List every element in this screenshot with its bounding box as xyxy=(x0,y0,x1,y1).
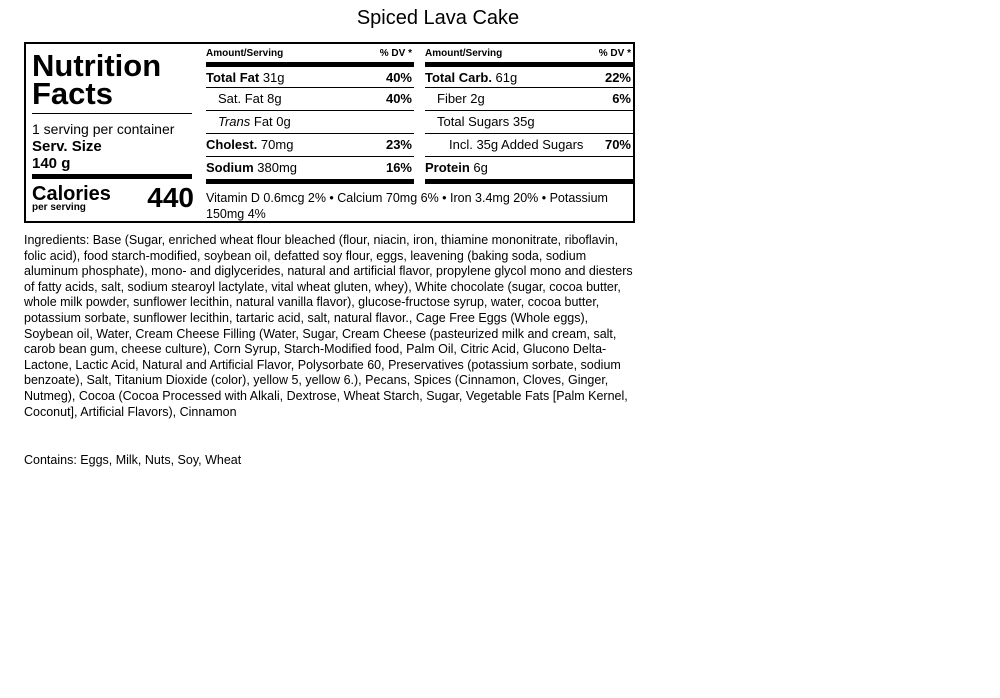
nutrient-amount: Fat 0g xyxy=(250,114,291,129)
table-header xyxy=(425,46,633,62)
nutrient-name: Total Carb. xyxy=(425,70,492,85)
nutrient-amount: 70mg xyxy=(257,137,294,152)
nutrient-name: Protein xyxy=(425,160,470,175)
calories-value: 440 xyxy=(147,182,194,213)
servings-per-container: 1 serving per container xyxy=(32,121,175,137)
nutrient-name: Fiber xyxy=(437,91,467,106)
nutrient-name: Total Sugars xyxy=(437,114,510,129)
nutrient-name: Total Fat xyxy=(206,70,260,85)
allergens-text: Contains: Eggs, Milk, Nuts, Soy, Wheat xyxy=(24,453,242,467)
nutrition-facts-heading xyxy=(32,48,192,111)
divider xyxy=(32,113,192,114)
nutrient-amount: 31g xyxy=(259,70,285,85)
row-total-carb xyxy=(425,62,633,87)
row-fiber xyxy=(425,87,633,110)
nutrient-name: Incl. 35g Added Sugars xyxy=(449,137,584,152)
serving-size-label: Serv. Size xyxy=(32,138,102,155)
nutrient-amount: 6g xyxy=(469,160,488,175)
heading-line-2: Facts xyxy=(32,76,113,111)
header-amount: Amount/Serving xyxy=(206,48,284,59)
row-trans-fat xyxy=(206,110,414,133)
nutrition-facts-label xyxy=(24,42,635,223)
row-added-sugars xyxy=(425,133,633,156)
divider-thick xyxy=(32,174,192,179)
header-amount: Amount/Serving xyxy=(425,48,503,59)
nutrient-dv: 16% xyxy=(385,160,412,175)
vitamins-minerals: Vitamin D 0.6mcg 2% • Calcium 70mg 6% • Iron 3.4mg 20% • Potassium 150mg 4% xyxy=(206,191,608,221)
nutrient-amount: 8g xyxy=(263,91,282,106)
calories-block xyxy=(32,181,192,221)
nutrient-dv: 40% xyxy=(385,91,412,106)
nutrient-amount: 380mg xyxy=(253,160,298,175)
calories-sub: per serving xyxy=(32,202,86,213)
header-dv: % DV * xyxy=(598,48,631,59)
row-cholesterol xyxy=(206,133,414,156)
nutrient-dv: 22% xyxy=(604,70,631,85)
row-total-sugars xyxy=(425,110,633,133)
row-protein xyxy=(425,156,633,184)
nutrient-name: Cholest. xyxy=(206,137,258,152)
nutrient-dv: 6% xyxy=(612,91,631,106)
facts-summary xyxy=(32,46,192,221)
nutrient-table-left xyxy=(206,46,414,184)
header-dv: % DV * xyxy=(379,48,412,59)
row-sodium xyxy=(206,156,414,184)
calories-label: Calories xyxy=(32,183,111,205)
nutrient-amount: 35g xyxy=(509,114,535,129)
nutrient-name: Sat. Fat xyxy=(218,91,264,106)
nutrient-amount: 61g xyxy=(491,70,518,85)
nutrient-name: Sodium xyxy=(206,160,254,175)
nutrient-dv: 23% xyxy=(385,137,412,152)
serving-size-value: 140 g xyxy=(32,155,71,172)
table-header xyxy=(206,46,414,62)
nutrient-amount: 2g xyxy=(466,91,485,106)
row-total-fat xyxy=(206,62,414,87)
nutrient-name: Trans xyxy=(218,114,251,129)
row-sat-fat xyxy=(206,87,414,110)
nutrient-table-right xyxy=(425,46,633,184)
nutrient-dv: 70% xyxy=(604,137,631,152)
nutrient-dv: 40% xyxy=(385,70,412,85)
ingredients-text: Ingredients: Base (Sugar, enriched wheat flour bleached (flour, niacin, iron, thiamine mononitrate, riboflavin, folic acid), food starch-modified, soybean oil, defatted soy flour, eggs, leavening (baking soda, sodium aluminum phosphate), mono- and diglycerides, natural and artificial flavor, propylene glycol mono and diesters of fatty acids, salt, sodium stearoyl lactylate, vital wheat gluten, whey), White chocolate (sugar, cocoa butter, whole milk powder, sunflower lecithin, natural vanilla flavor), glucose-fructose syrup, water, cocoa butter, potassium sorbate, sunflower lecithin, tartaric acid, salt, natural flavor., Cage Free Eggs (Whole eggs), Soybean oil, Water, Cream Cheese Filling (Water, Sugar, Cream Cheese (pasteurized milk and cream, salt, carob bean gum, cheese culture), Corn Syrup, Starch-Modified food, Palm Oil, Citric Acid, Glucono Delta-Lactone, Lactic Acid, Natural and Artificial Flavor, Polysorbate 60, Preservatives (potassium sorbate, sodium benzoate), Salt, Titanium Dioxide (color), yellow 5, yellow 6.), Pecans, Spices (Cinnamon, Cloves, Ginger, Nutmeg), Cocoa (Cocoa Processed with Alkali, Dextrose, Wheat Starch, Sugar, Vegetable Fats [Palm Kernel, Coconut], Artificial Flavors), Cinnamon xyxy=(24,233,633,419)
product-title: Spiced Lava Cake xyxy=(356,7,520,29)
heading-line-1: Nutrition xyxy=(32,48,162,83)
